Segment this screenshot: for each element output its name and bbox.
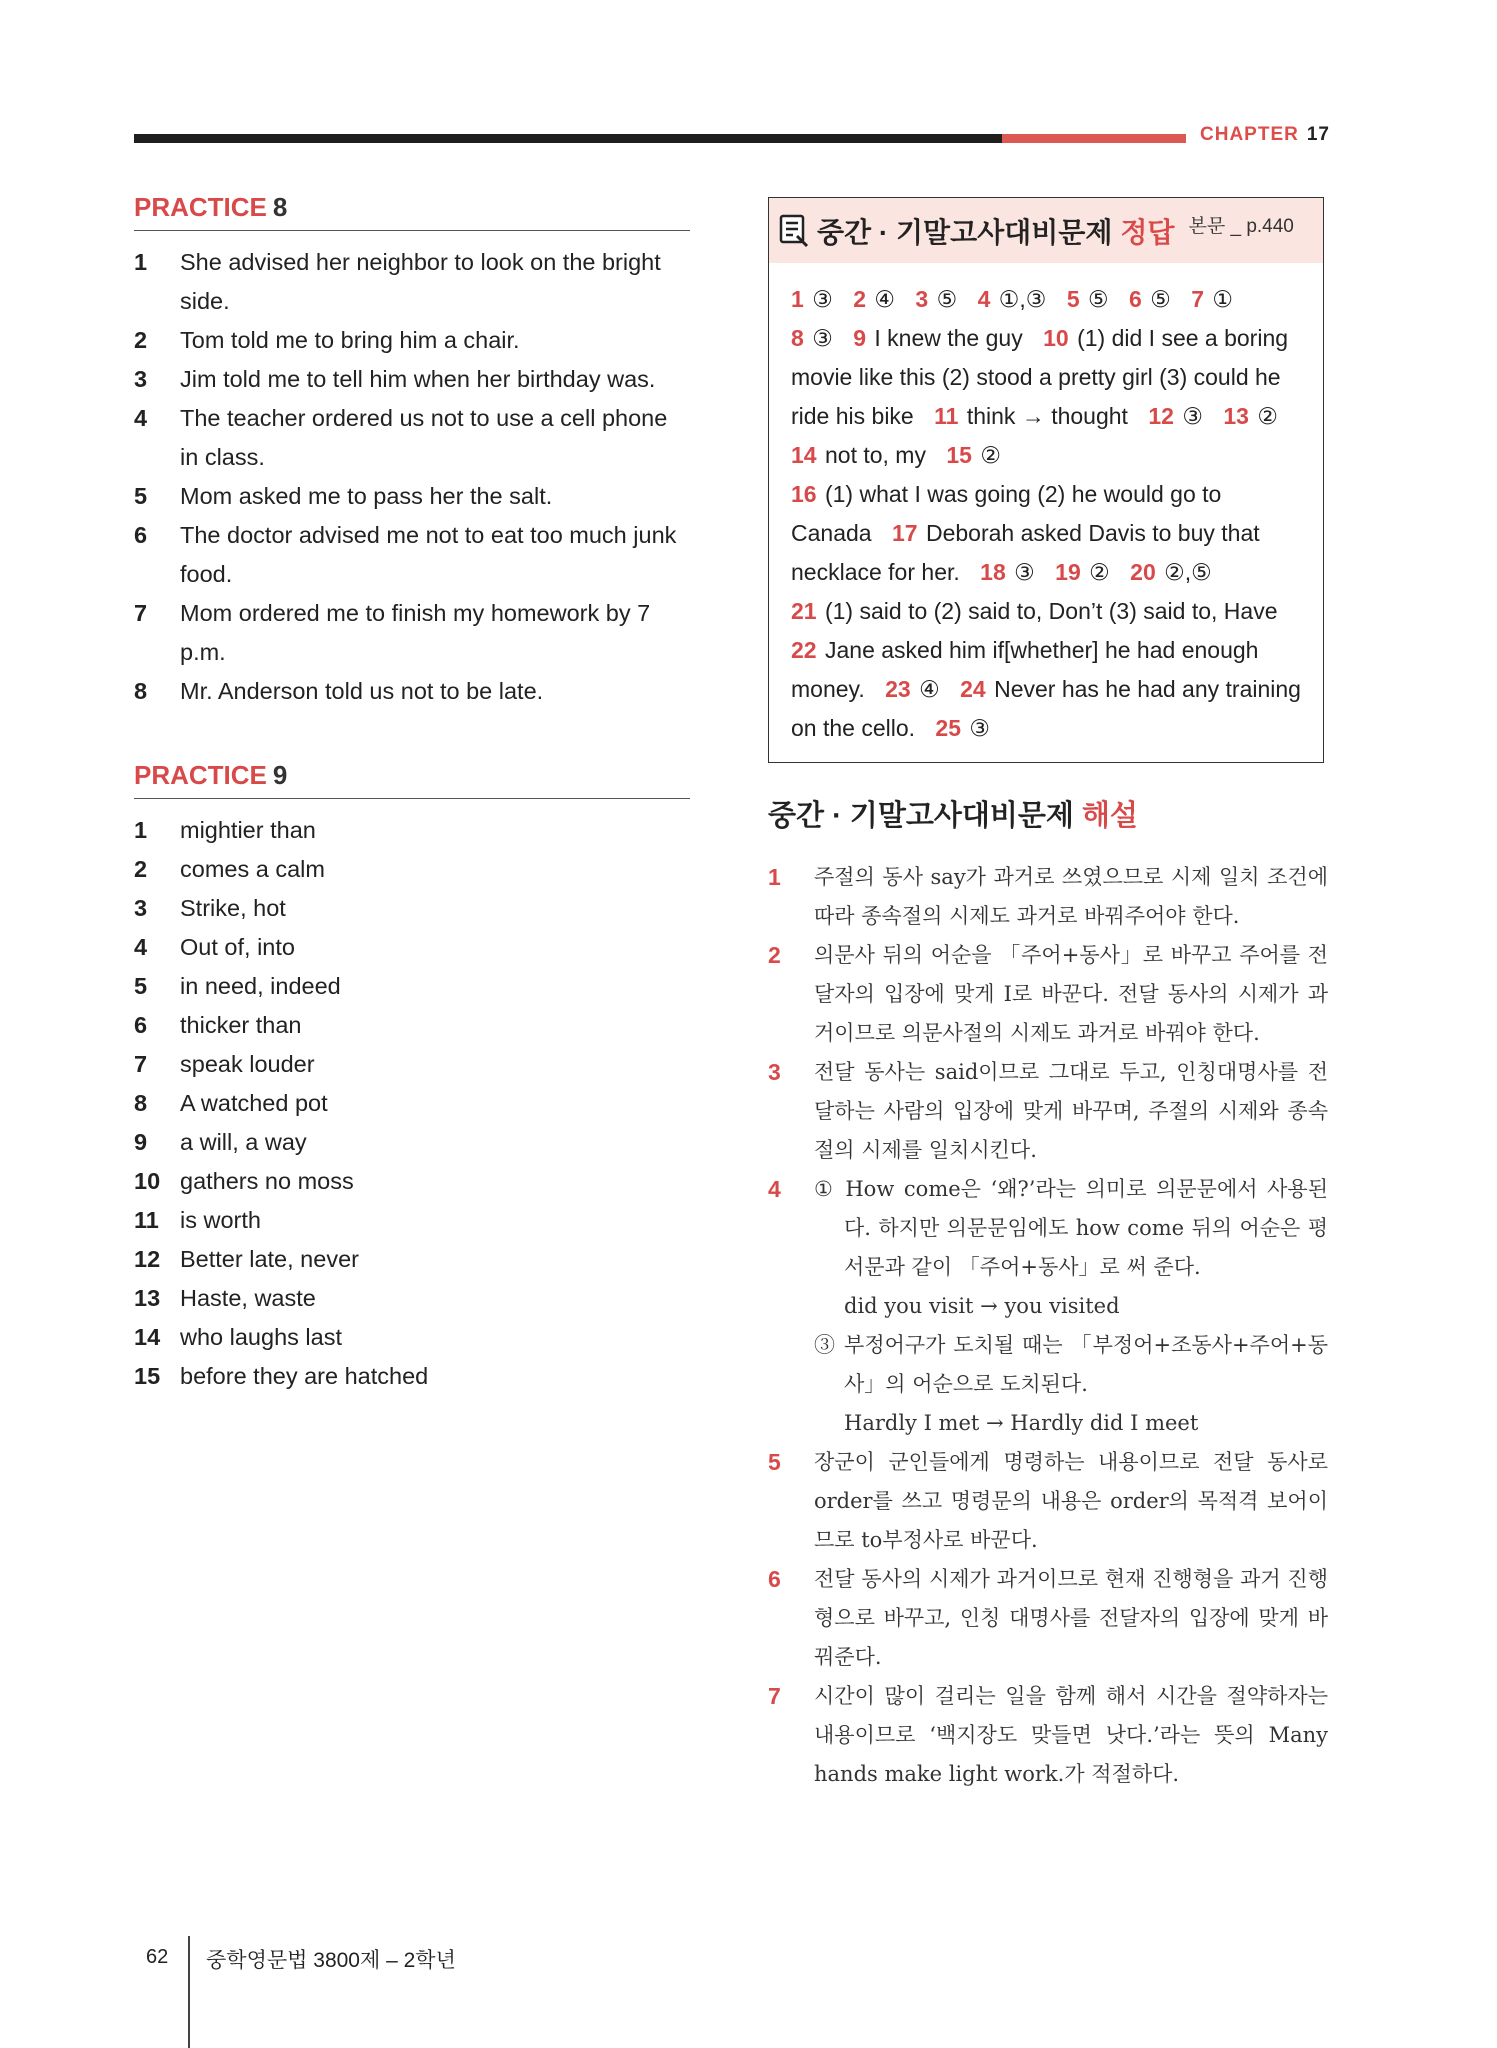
list-item <box>134 1240 690 1279</box>
answer-value: ③ <box>812 286 833 312</box>
answer-number: 13 <box>1223 403 1249 429</box>
answer-value: ③ <box>969 715 991 741</box>
list-item <box>134 477 690 516</box>
chapter-label <box>1200 124 1330 146</box>
item-number: 12 <box>134 1246 161 1272</box>
explanation-item <box>768 1170 1328 1443</box>
item-number: 4 <box>134 934 148 960</box>
item-text: Jim told me to tell him when her birthday was. <box>180 366 656 392</box>
list-item <box>134 967 690 1006</box>
item-number: 8 <box>134 678 148 704</box>
chapter-number: 17 <box>1306 124 1330 145</box>
explanations-heading <box>768 793 1138 834</box>
item-number: 8 <box>134 1090 148 1116</box>
explanation-text: 주절의 동사 say가 과거로 쓰였으므로 시제 일치 조건에 따라 종속절의 시제도 과거로 바꿔주어야 한다. <box>814 865 1328 928</box>
list-item <box>134 928 690 967</box>
answer-number: 14 <box>791 442 817 468</box>
footer-divider <box>188 1936 190 2048</box>
item-number: 5 <box>134 483 148 509</box>
answer-number: 11 <box>934 403 959 429</box>
item-number: 2 <box>134 856 148 882</box>
answer-value: (1) did I see a boring movie like this (2) stood a pretty girl (3) could he ride his bike <box>791 325 1289 429</box>
item-number: 3 <box>134 895 148 921</box>
practice-8-heading <box>134 192 690 231</box>
list-item <box>134 672 690 711</box>
answer-number: 24 <box>960 676 986 702</box>
explanation-text: 전달 동사의 시제가 과거이므로 현재 진행형을 과거 진행형으로 바꾸고, 인칭 대명사를 전달자의 입장에 맞게 바꿔준다. <box>814 1567 1328 1669</box>
practice-8-section <box>134 192 690 711</box>
answer-number: 18 <box>980 559 1006 585</box>
list-item <box>134 1318 690 1357</box>
item-number: 6 <box>134 522 148 548</box>
answer-box <box>768 197 1324 763</box>
item-number: 5 <box>134 973 148 999</box>
answer-value: ⑤ <box>936 286 958 312</box>
item-text: Mr. Anderson told us not to be late. <box>180 678 544 704</box>
answer-value: ④ <box>874 286 896 312</box>
list-item <box>134 321 690 360</box>
answer-value: Deborah asked Davis to buy that necklace for her. <box>791 520 1260 585</box>
answer-number: 6 <box>1129 286 1142 312</box>
header-rule-red <box>1002 134 1186 143</box>
explanation-number: 5 <box>768 1449 781 1475</box>
explanation-subpoint: ① How come은 ‘왜?’라는 의미로 의문문에서 사용된다. 하지만 의문문임에도 how come 뒤의 어순은 평서문과 같이 「주어+동사」로 써 준다. <box>814 1177 1328 1279</box>
list-item <box>134 1201 690 1240</box>
item-text: Tom told me to bring him a chair. <box>180 327 520 353</box>
answer-number: 17 <box>891 520 918 546</box>
answer-number: 1 <box>791 286 804 312</box>
explanation-item <box>768 1443 1328 1560</box>
practice-number: 9 <box>272 760 288 790</box>
explanation-subpoint: ③ 부정어구가 도치될 때는 「부정어+조동사+주어+동사」의 어순으로 도치된다. <box>814 1333 1328 1396</box>
answer-value: not to, my <box>824 442 926 468</box>
item-text: speak louder <box>180 1051 315 1077</box>
answer-value: ①,③ <box>998 286 1047 312</box>
answer-value: ⑤ <box>1150 286 1171 312</box>
chapter-text: CHAPTER <box>1200 124 1299 145</box>
answer-number: 9 <box>853 325 866 351</box>
item-number: 4 <box>134 405 148 431</box>
item-text: comes a calm <box>180 856 325 882</box>
explanations-title-accent: 해설 <box>1081 800 1138 832</box>
item-text: is worth <box>180 1207 261 1233</box>
item-number: 6 <box>134 1012 148 1038</box>
item-text: Strike, hot <box>180 895 286 921</box>
list-item <box>134 1045 690 1084</box>
list-item <box>134 1123 690 1162</box>
answer-value: ③ <box>1182 403 1203 429</box>
answer-number: 19 <box>1055 559 1081 585</box>
list-item <box>134 850 690 889</box>
answer-value: Never has he had any training on the cello. <box>791 676 1301 741</box>
answer-value: I knew the guy <box>874 325 1023 351</box>
list-item <box>134 516 690 594</box>
list-item <box>134 399 690 477</box>
item-text: The teacher ordered us not to use a cell phone in class. <box>180 405 668 470</box>
answer-number: 15 <box>946 442 972 468</box>
item-text: Better late, never <box>180 1246 359 1272</box>
explanation-example: did you visit → you visited <box>844 1294 1120 1318</box>
explanation-item <box>768 936 1328 1053</box>
book-title: 중학영문법 3800제 – 2학년 <box>206 1949 456 1972</box>
explanations-list <box>768 858 1328 1794</box>
explanation-example: Hardly I met → Hardly did I meet <box>844 1411 1199 1435</box>
explanation-text: 시간이 많이 걸리는 일을 함께 해서 시간을 절약하자는 내용이므로 ‘백지장도 맞들면 낫다.’라는 뜻의 Many hands make light work.가 적절하다. <box>814 1684 1328 1786</box>
item-text: a will, a way <box>180 1129 307 1155</box>
answer-box-title-accent: 정답 <box>1120 216 1175 248</box>
explanation-body <box>814 1170 1328 1443</box>
answer-value: think → thought <box>966 403 1128 429</box>
item-number: 7 <box>134 1051 148 1077</box>
answer-number: 10 <box>1043 325 1069 351</box>
answer-value: ② <box>1257 403 1278 429</box>
practice-8-list <box>134 243 690 711</box>
answer-box-page-ref: 본문 _ p.440 <box>1188 216 1294 237</box>
answer-number: 23 <box>885 676 911 702</box>
explanation-item <box>768 1560 1328 1677</box>
list-item <box>134 889 690 928</box>
explanations-title: 중간 · 기말고사대비문제 <box>768 800 1074 832</box>
item-number: 14 <box>134 1324 161 1350</box>
answer-number: 8 <box>791 325 804 351</box>
item-text: gathers no moss <box>180 1168 354 1194</box>
explanation-number: 3 <box>768 1059 781 1085</box>
explanation-item <box>768 1677 1328 1794</box>
list-item <box>134 243 690 321</box>
answer-value: ⑤ <box>1088 286 1109 312</box>
list-item <box>134 811 690 850</box>
answer-box-title: 중간 · 기말고사대비문제 <box>817 216 1113 248</box>
item-number: 15 <box>134 1363 161 1389</box>
list-item <box>134 1006 690 1045</box>
item-text: The doctor advised me not to eat too much junk food. <box>180 522 677 587</box>
list-item <box>134 360 690 399</box>
explanation-text: 전달 동사는 said이므로 그대로 두고, 인칭대명사를 전달하는 사람의 입장에 맞게 바꾸며, 주절의 시제와 종속절의 시제를 일치시킨다. <box>814 1060 1328 1162</box>
item-number: 1 <box>134 817 148 843</box>
list-item <box>134 1162 690 1201</box>
item-text: who laughs last <box>180 1324 342 1350</box>
list-item <box>134 1279 690 1318</box>
practice-9-list <box>134 811 690 1396</box>
answer-value: (1) what I was going (2) he would go to Canada <box>791 481 1222 546</box>
answer-list <box>769 263 1323 748</box>
answer-value: (1) said to (2) said to, Don’t (3) said to, Have <box>824 598 1278 624</box>
answer-value: ③ <box>812 325 833 351</box>
answer-number: 21 <box>791 598 817 624</box>
item-text: Haste, waste <box>180 1285 316 1311</box>
answer-value: ④ <box>919 676 940 702</box>
answer-number: 4 <box>977 286 991 312</box>
explanation-number: 4 <box>768 1176 781 1202</box>
item-number: 3 <box>134 366 148 392</box>
header-rule-black <box>134 134 1002 143</box>
item-number: 2 <box>134 327 148 353</box>
practice-9-section <box>134 760 690 1396</box>
explanation-item <box>768 1053 1328 1170</box>
answer-sheet-icon <box>779 214 811 248</box>
answer-number: 3 <box>915 286 929 312</box>
answer-number: 5 <box>1066 286 1080 312</box>
answer-number: 2 <box>853 286 866 312</box>
item-text: Mom ordered me to finish my homework by 7 p.m. <box>180 600 651 665</box>
answer-value: Jane asked him if[whether] he had enough money. <box>791 637 1259 702</box>
answer-value: ③ <box>1014 559 1035 585</box>
explanation-number: 2 <box>768 942 781 968</box>
item-text: mightier than <box>180 817 316 843</box>
answer-number: 7 <box>1191 286 1205 312</box>
item-text: Mom asked me to pass her the salt. <box>180 483 553 509</box>
answer-number: 25 <box>935 715 962 741</box>
explanation-number: 1 <box>768 864 781 890</box>
item-text: A watched pot <box>180 1090 328 1116</box>
item-text: thicker than <box>180 1012 302 1038</box>
list-item <box>134 1084 690 1123</box>
answer-value: ① <box>1212 286 1234 312</box>
item-text: in need, indeed <box>180 973 341 999</box>
answer-value: ②,⑤ <box>1164 559 1212 585</box>
answer-number: 20 <box>1130 559 1156 585</box>
explanation-text: 장군이 군인들에게 명령하는 내용이므로 전달 동사로 order를 쓰고 명령문의 내용은 order의 목적격 보어이므로 to부정사로 바꾼다. <box>814 1450 1328 1552</box>
explanation-number: 7 <box>768 1683 781 1709</box>
item-number: 7 <box>134 600 148 626</box>
item-number: 10 <box>134 1168 161 1194</box>
practice-9-heading <box>134 760 690 799</box>
item-number: 9 <box>134 1129 148 1155</box>
item-number: 11 <box>134 1207 159 1233</box>
item-number: 1 <box>134 249 148 275</box>
item-text: She advised her neighbor to look on the bright side. <box>180 249 661 314</box>
page-number: 62 <box>146 1946 169 1968</box>
item-number: 13 <box>134 1285 161 1311</box>
explanation-item <box>768 858 1328 936</box>
item-text: Out of, into <box>180 934 295 960</box>
answer-number: 22 <box>791 637 817 663</box>
answer-number: 16 <box>791 481 817 507</box>
answer-number: 12 <box>1148 403 1174 429</box>
practice-label: PRACTICE <box>134 760 267 790</box>
answer-value: ② <box>980 442 1001 468</box>
explanation-text: 의문사 뒤의 어순을 「주어+동사」로 바꾸고 주어를 전달자의 입장에 맞게 I로 바꾼다. 전달 동사의 시제가 과거이므로 의문사절의 시제도 과거로 바꿔야 한다. <box>814 943 1328 1045</box>
practice-label: PRACTICE <box>134 192 267 222</box>
list-item <box>134 594 690 672</box>
answer-box-header <box>769 198 1323 263</box>
list-item <box>134 1357 690 1396</box>
explanation-number: 6 <box>768 1566 781 1592</box>
practice-number: 8 <box>272 192 288 222</box>
item-text: before they are hatched <box>180 1363 429 1389</box>
answer-value: ② <box>1089 559 1110 585</box>
